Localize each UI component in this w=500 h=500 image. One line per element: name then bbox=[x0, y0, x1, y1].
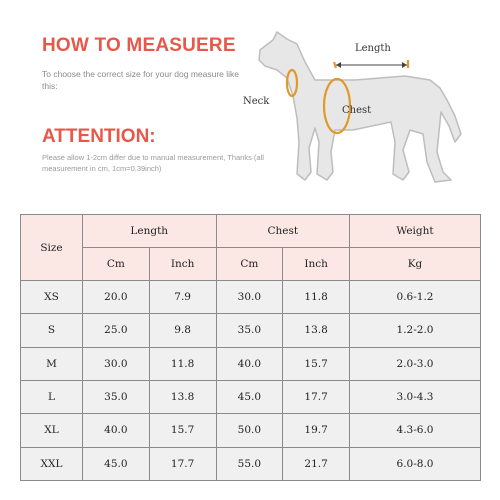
weight-kg-cell: 6.0-8.0 bbox=[350, 447, 481, 480]
length-group-header: Length bbox=[83, 215, 217, 248]
chest-cm-cell: 45.0 bbox=[216, 380, 283, 413]
chest-cm-cell: 40.0 bbox=[216, 347, 283, 380]
how-to-measure-title: HOW TO MEASUERE bbox=[42, 35, 236, 56]
length-inch-cell: 7.9 bbox=[149, 281, 216, 314]
length-cm-cell: 30.0 bbox=[83, 347, 150, 380]
length-inch-cell: 9.8 bbox=[149, 314, 216, 347]
length-inch-header: Inch bbox=[149, 248, 216, 281]
weight-kg-cell: 4.3-6.0 bbox=[350, 414, 481, 447]
weight-kg-cell: 0.6-1.2 bbox=[350, 281, 481, 314]
length-cm-cell: 35.0 bbox=[83, 380, 150, 413]
table-row bbox=[21, 347, 481, 380]
length-cm-cell: 40.0 bbox=[83, 414, 150, 447]
size-cell: S bbox=[21, 314, 83, 347]
length-label: Length bbox=[355, 43, 391, 54]
chest-inch-cell: 13.8 bbox=[283, 314, 350, 347]
size-cell: M bbox=[21, 347, 83, 380]
chest-inch-cell: 19.7 bbox=[283, 414, 350, 447]
weight-group-header: Weight bbox=[350, 215, 481, 248]
chest-inch-header: Inch bbox=[283, 248, 350, 281]
attention-title: ATTENTION: bbox=[42, 126, 156, 147]
length-measure-ticks bbox=[334, 60, 408, 68]
chest-inch-cell: 21.7 bbox=[283, 447, 350, 480]
length-cm-cell: 20.0 bbox=[83, 281, 150, 314]
size-chart-table bbox=[20, 214, 481, 481]
size-column-header: Size bbox=[21, 215, 83, 281]
chest-cm-cell: 30.0 bbox=[216, 281, 283, 314]
table-row bbox=[21, 314, 481, 347]
dog-measurement-diagram bbox=[235, 22, 470, 197]
chest-cm-cell: 55.0 bbox=[216, 447, 283, 480]
length-cm-cell: 25.0 bbox=[83, 314, 150, 347]
chest-inch-cell: 11.8 bbox=[283, 281, 350, 314]
length-inch-cell: 15.7 bbox=[149, 414, 216, 447]
weight-kg-cell: 3.0-4.3 bbox=[350, 380, 481, 413]
table-row bbox=[21, 414, 481, 447]
size-cell: XS bbox=[21, 281, 83, 314]
attention-note: Please allow 1-2cm differ due to manual measurement, Thanks (all measurement in cm, 1cm=0.39inch) bbox=[42, 153, 264, 173]
length-inch-cell: 17.7 bbox=[149, 447, 216, 480]
weight-kg-cell: 2.0-3.0 bbox=[350, 347, 481, 380]
size-cell: XL bbox=[21, 414, 83, 447]
length-inch-cell: 13.8 bbox=[149, 380, 216, 413]
table-row bbox=[21, 447, 481, 480]
chest-cm-cell: 35.0 bbox=[216, 314, 283, 347]
weight-kg-cell: 1.2-2.0 bbox=[350, 314, 481, 347]
chest-cm-header: Cm bbox=[216, 248, 283, 281]
chest-inch-cell: 15.7 bbox=[283, 347, 350, 380]
chest-inch-cell: 17.7 bbox=[283, 380, 350, 413]
length-cm-cell: 45.0 bbox=[83, 447, 150, 480]
table-row bbox=[21, 281, 481, 314]
how-to-measure-subtitle: To choose the correct size for your dog measure like this: bbox=[42, 69, 240, 91]
chest-cm-cell: 50.0 bbox=[216, 414, 283, 447]
weight-kg-header: Kg bbox=[350, 248, 481, 281]
size-cell: XXL bbox=[21, 447, 83, 480]
chest-label: Chest bbox=[342, 105, 372, 116]
length-inch-cell: 11.8 bbox=[149, 347, 216, 380]
neck-label: Neck bbox=[243, 96, 270, 107]
chest-group-header: Chest bbox=[216, 215, 350, 248]
size-cell: L bbox=[21, 380, 83, 413]
length-cm-header: Cm bbox=[83, 248, 150, 281]
table-row bbox=[21, 380, 481, 413]
